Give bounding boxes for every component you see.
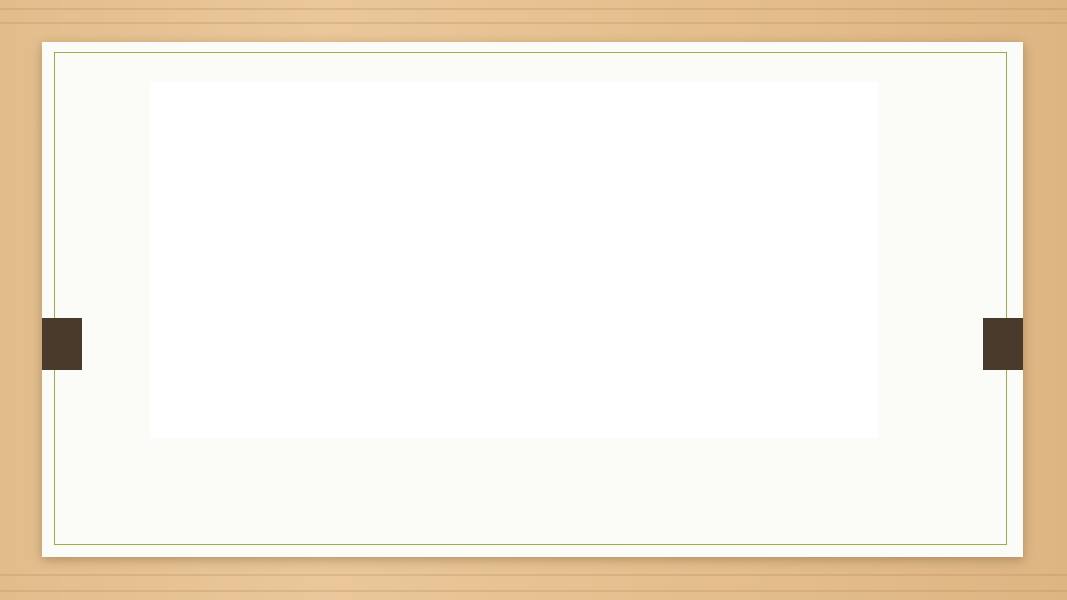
left-tab — [42, 318, 82, 370]
answer-option-diagrams — [150, 286, 878, 436]
right-tab — [983, 318, 1023, 370]
problem-image — [150, 82, 878, 438]
top-diagrams — [150, 120, 878, 250]
